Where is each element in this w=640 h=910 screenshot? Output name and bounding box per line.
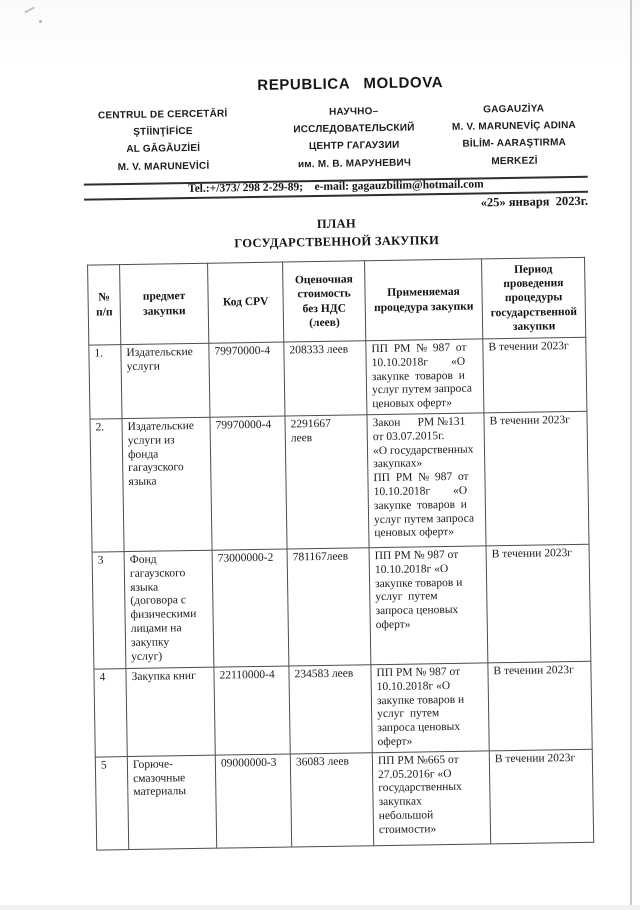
cell-procedure: ПП РМ №665 от 27.05.2016г «О государственных закупках небольшой стоимости»	[372, 751, 490, 846]
cell-subject: Издательские услуги из фонда гагаузского языка	[122, 417, 212, 551]
cell-cpv: 22110000-4	[214, 666, 290, 755]
cell-value: 2291667 леев	[285, 415, 369, 549]
document-title-line1: ПЛАН	[316, 216, 357, 232]
col-header-subject: предмет закупки	[120, 263, 209, 344]
cell-procedure: ПП РМ № 987 от 10.10.2018г «О закупке товаров и услуг путем запроса ценовых оферт»	[371, 663, 489, 753]
col-header-period: Период проведения процедуры государственной закупки	[482, 257, 586, 339]
table-row	[89, 337, 587, 419]
cell-period: В течении 2023г	[483, 337, 587, 413]
cell-num: 3	[92, 552, 126, 669]
col-header-cpv: Код CPV	[208, 262, 284, 343]
cell-value: 781167леев	[287, 548, 371, 666]
cell-subject: Закупка книг	[126, 667, 215, 756]
document-title	[84, 211, 589, 255]
document-date: «25» января 2023г.	[480, 193, 589, 210]
cell-cpv: 79970000-4	[209, 342, 285, 417]
org-name-romanian: CENTRUL DE CERCETĂRİ ŞTİİNŢİFİCE AL GĂGĂUZİEİ M. V. MARUNEVİCİ	[97, 108, 228, 173]
table-row	[90, 411, 589, 552]
procurement-plan-table	[87, 257, 594, 851]
org-name-russian: НАУЧНО– ИССЛЕДОВАТЕЛЬСКИЙ ЦЕНТР ГАГАУЗИИ им. М. В. МАРУНЕВИЧ	[293, 106, 415, 170]
table-row	[95, 749, 593, 850]
cell-num: 4	[94, 669, 127, 757]
cell-cpv: 79970000-4	[210, 416, 287, 550]
cell-num: 2.	[90, 419, 124, 552]
cell-subject: Горюче- смазочные материалы	[127, 755, 216, 849]
cell-period: В течении 2023г	[489, 749, 593, 844]
cell-subject: Издательские услуги	[121, 343, 210, 418]
table-header-row	[88, 257, 586, 345]
table-row	[92, 544, 591, 669]
org-name-gagauz: GAGAUZİYA M. V. MARUNEVİÇ ADINA BİLİM- AARAŞTIRMA MERKEZİ	[451, 103, 577, 167]
cell-period: В течении 2023г	[484, 411, 589, 546]
cell-value: 234583 леев	[289, 665, 372, 754]
country-title: REPUBLICA MOLDOVA	[257, 74, 444, 94]
col-header-value: Оценочная стоимость без НДС (леев)	[283, 261, 366, 342]
cell-procedure: ПП РМ № 987 от 10.10.2018г «О закупке товаров и услуг путем запроса ценовых оферт»	[366, 339, 484, 415]
letterhead-org-columns	[83, 100, 596, 177]
scan-page-edge	[630, 0, 632, 905]
cell-num: 5	[95, 756, 128, 849]
cell-subject: Фонд гагаузского языка (договора с физическими лицами на закупку услуг)	[124, 550, 214, 668]
cell-value: 36083 леев	[290, 752, 373, 846]
contact-line: Tel.:+/373/ 298 2-29-89; e-mail: gagauzbilim@hotmail.com	[187, 177, 484, 195]
table-row	[94, 661, 592, 757]
cell-procedure: ПП РМ № 987 от 10.10.2018г «О закупке товаров и услуг путем запроса ценовых оферт»	[369, 546, 488, 665]
cell-value: 208333 леев	[284, 341, 367, 416]
cell-period: В течении 2023г	[486, 544, 591, 663]
cell-cpv: 09000000-3	[215, 754, 291, 848]
document-title-line2: ГОСУДАРСТВЕННОЙ ЗАКУПКИ	[234, 233, 440, 251]
cell-cpv: 73000000-2	[212, 549, 289, 667]
cell-num: 1.	[89, 345, 122, 419]
pen-dot	[39, 20, 42, 23]
col-header-procedure: Применяемая процедура закупки	[365, 259, 483, 341]
cell-procedure: Закон РМ №131 от 03.07.2015г. «О государственных закупках» ПП РМ № 987 от 10.10.2018г «О закупке товаров и услуг путем запроса ценовых оферт»	[367, 413, 486, 548]
col-header-num: № п/п	[88, 265, 121, 345]
cell-period: В течении 2023г	[488, 661, 592, 750]
